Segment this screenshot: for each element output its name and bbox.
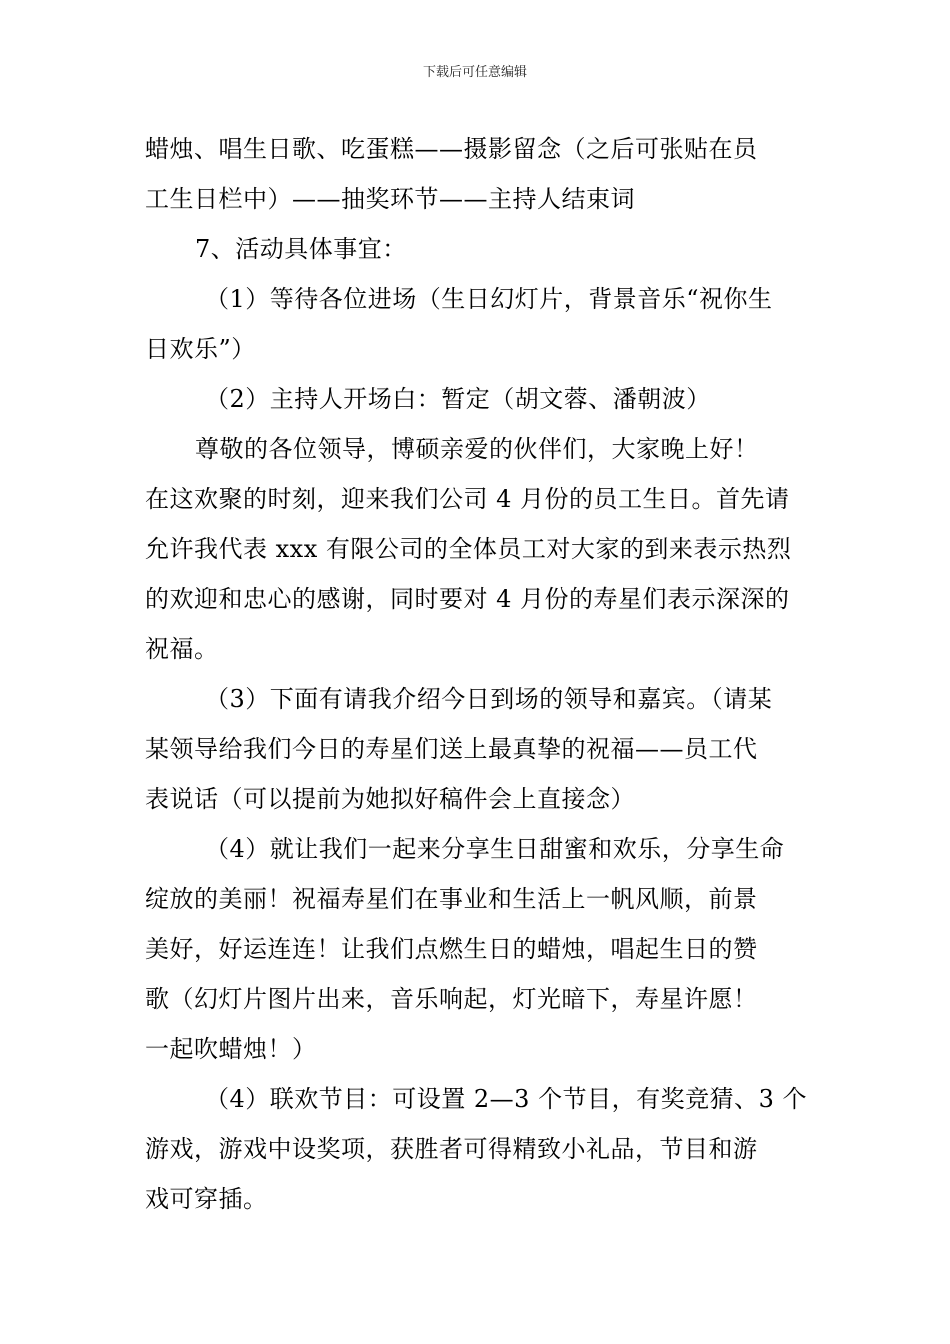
text-line: （3）下面有请我介绍今日到场的领导和嘉宾。（请某 <box>205 685 773 713</box>
section-heading: 7、活动具体事宜： <box>195 235 407 263</box>
text-line: 歌（幻灯片图片出来，音乐响起，灯光暗下，寿星许愿！ <box>145 985 758 1013</box>
text-line: 美好，好运连连！让我们点燃生日的蜡烛，唱起生日的赞 <box>145 935 758 963</box>
text-line: 表说话（可以提前为她拟好稿件会上直接念） <box>145 785 635 813</box>
text-line: （2）主持人开场白：暂定（胡文蓉、潘朝波） <box>205 385 711 413</box>
text-line: 游戏，游戏中设奖项，获胜者可得精致小礼品，节目和游 <box>145 1135 758 1163</box>
text-line: 某领导给我们今日的寿星们送上最真挚的祝福——员工代 <box>145 735 758 763</box>
text-line: 在这欢聚的时刻，迎来我们公司 4 月份的员工生日。首先请 <box>145 485 790 513</box>
text-line: 蜡烛、唱生日歌、吃蛋糕——摄影留念（之后可张贴在员 <box>145 135 758 163</box>
text-line: （4）就让我们一起来分享生日甜蜜和欢乐，分享生命 <box>205 835 785 863</box>
text-line: 日欢乐”） <box>145 335 256 363</box>
text-line: （1）等待各位进场（生日幻灯片，背景音乐“祝你生 <box>205 285 773 313</box>
text-line: （4）联欢节目：可设置 2—3 个节目，有奖竞猜、3 个 <box>205 1085 807 1113</box>
page-header: 下载后可任意编辑 <box>422 65 527 80</box>
text-line: 一起吹蜡烛！） <box>145 1035 317 1063</box>
text-line: 戏可穿插。 <box>145 1185 268 1213</box>
text-line: 尊敬的各位领导，博硕亲爱的伙伴们，大家晚上好！ <box>195 435 759 463</box>
text-line: 祝福。 <box>145 635 219 663</box>
text-line: 允许我代表 xxx 有限公司的全体员工对大家的到来表示热烈 <box>145 535 792 563</box>
text-line: 工生日栏中）——抽奖环节——主持人结束词 <box>145 185 635 213</box>
text-line: 绽放的美丽！祝福寿星们在事业和生活上一帆风顺，前景 <box>145 885 758 913</box>
document-body <box>145 124 811 1224</box>
text-line: 的欢迎和忠心的感谢，同时要对 4 月份的寿星们表示深深的 <box>145 585 790 613</box>
